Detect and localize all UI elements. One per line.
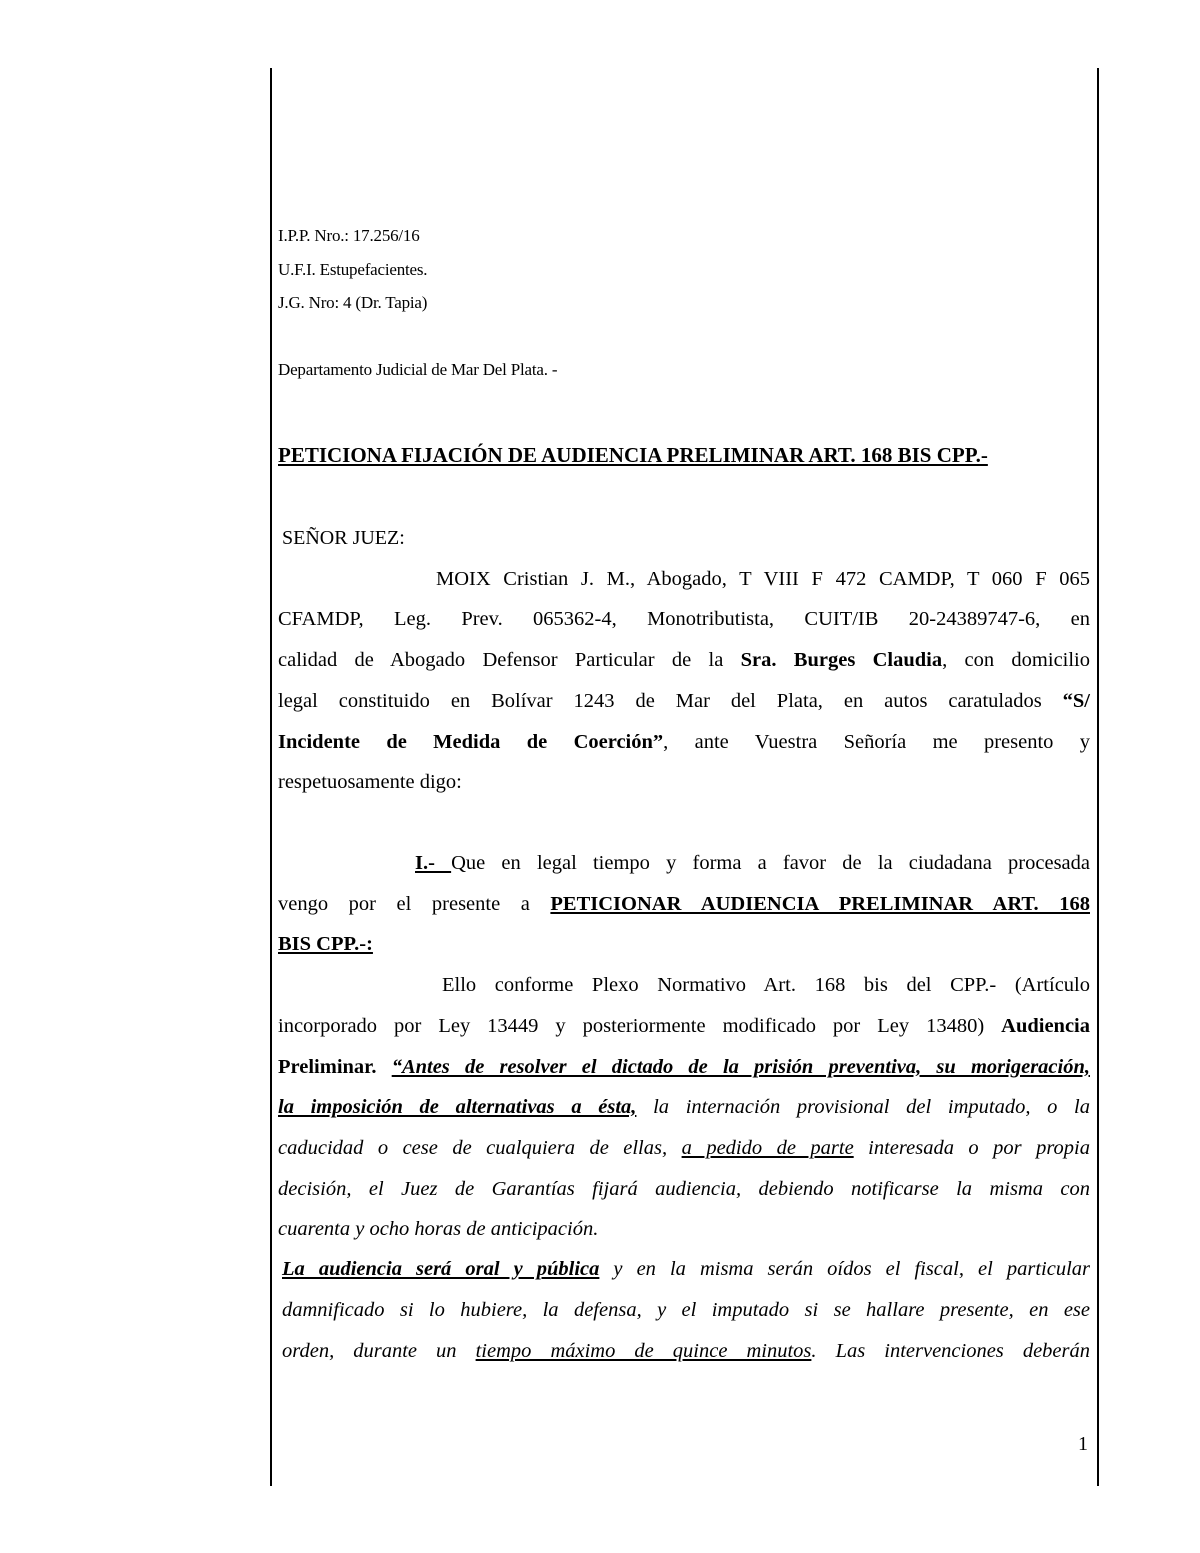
page-number: 1 bbox=[1078, 1433, 1088, 1455]
right-margin-rule bbox=[1097, 68, 1099, 1486]
section-2-line-3: Preliminar. “Antes de resolver el dictado de la prisión preventiva, su morigeración, bbox=[278, 1056, 1090, 1078]
section-2-line-5: caducidad o cese de cualquiera de ellas, a pedido de parte interesada o por propia bbox=[278, 1137, 1091, 1159]
client-name: Sra. Burges Claudia bbox=[740, 649, 943, 671]
section-2-line-6: decisión, el Juez de Garantías fijará audiencia, debiendo notificarse la misma con bbox=[278, 1178, 1090, 1200]
ipp-number: I.P.P. Nro.: 17.256/16 bbox=[278, 226, 420, 245]
ufi-label: U.F.I. Estupefacientes. bbox=[278, 260, 428, 279]
oral-public-emphasis: La audiencia será oral y pública bbox=[282, 1258, 600, 1280]
departamento-label: Departamento Judicial de Mar Del Plata. - bbox=[278, 360, 558, 379]
section-2-line-1: Ello conforme Plexo Normativo Art. 168 bis del CPP.- (Artículo bbox=[442, 974, 1090, 996]
left-margin-rule bbox=[270, 68, 272, 1486]
section-1-line-2: vengo por el presente a PETICIONAR AUDIENCIA PRELIMINAR ART. 168 bbox=[278, 893, 1090, 915]
case-title: Incidente de Medida de Coerción” bbox=[278, 731, 664, 753]
page-title: PETICIONA FIJACIÓN DE AUDIENCIA PRELIMINAR ART. 168 BIS CPP.- bbox=[278, 443, 988, 467]
section-2-line-10: orden, durante un tiempo máximo de quince minutos. Las intervenciones deberán bbox=[282, 1340, 1091, 1362]
intro-line-4: legal constituido en Bolívar 1243 de Mar del Plata, en autos caratulados “S/ bbox=[278, 690, 1090, 712]
section-numeral: I.- bbox=[415, 852, 452, 874]
quote-emphasis: “Antes de resolver el dictado de la prisión preventiva, su morigeración, bbox=[391, 1056, 1090, 1078]
salutation: SEÑOR JUEZ: bbox=[282, 527, 405, 549]
section-2-line-7: cuarenta y ocho horas de anticipación. bbox=[278, 1218, 599, 1240]
intro-line-2: CFAMDP, Leg. Prev. 065362-4, Monotributista, CUIT/IB 20-24389747-6, en bbox=[278, 608, 1090, 630]
jg-label: J.G. Nro: 4 (Dr. Tapia) bbox=[278, 293, 428, 312]
section-2-line-9: damnificado si lo hubiere, la defensa, y el imputado si se hallare presente, en ese bbox=[282, 1299, 1090, 1321]
section-2-line-2: incorporado por Ley 13449 y posteriormente modificado por Ley 13480) Audiencia bbox=[278, 1015, 1090, 1037]
intro-line-3: calidad de Abogado Defensor Particular de la Sra. Burges Claudia, con domicilio bbox=[278, 649, 1091, 671]
intro-line-5: Incidente de Medida de Coerción”, ante Vuestra Señoría me presento y bbox=[278, 731, 1090, 753]
section-2-line-4: la imposición de alternativas a ésta, la internación provisional del imputado, o la bbox=[278, 1096, 1090, 1118]
intro-line-6: respetuosamente digo: bbox=[278, 771, 462, 793]
section-1-line-1: I.- Que en legal tiempo y forma a favor de la ciudadana procesada bbox=[415, 852, 1090, 874]
section-1-line-3: BIS CPP.-: bbox=[278, 933, 373, 955]
petition-heading: PETICIONAR AUDIENCIA PRELIMINAR ART. 168 bbox=[550, 893, 1090, 915]
intro-line-1: MOIX Cristian J. M., Abogado, T VIII F 472 CAMDP, T 060 F 065 bbox=[436, 568, 1090, 590]
section-2-line-8: La audiencia será oral y pública y en la misma serán oídos el fiscal, el particular bbox=[282, 1258, 1091, 1280]
